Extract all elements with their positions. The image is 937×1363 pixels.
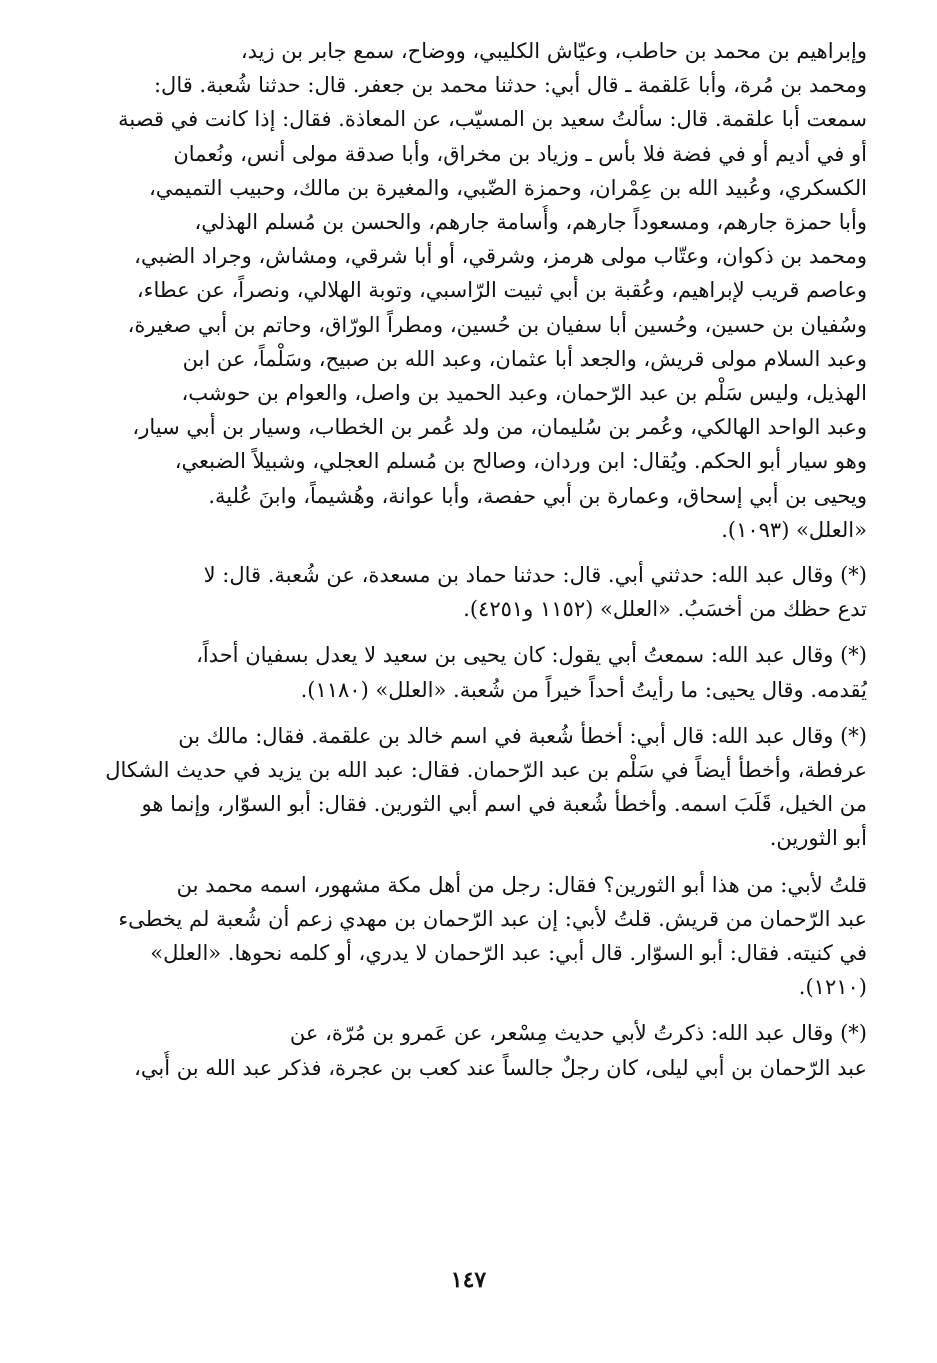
paragraph-hadith-1180	[78, 638, 867, 706]
paragraph-hadith-1152	[78, 558, 867, 626]
text-line: ومحمد بن مُرة، وأبا عَلقمة ـ قال أبي: حدثنا محمد بن جعفر. قال: حدثنا شُعبة. قال:	[153, 73, 867, 98]
text-line: (*) وقال عبد الله: قال أبي: أخطأ شُعبة في اسم خالد بن علقمة. فقال: مالك بن	[178, 723, 867, 748]
text-line: في كنيته. فقال: أبو السوّار. قال أبي: عبد الرّحمان لا يدري، أو كلمه نحوها. «العلل»	[150, 941, 867, 966]
paragraph-misar-hadith	[78, 1016, 867, 1084]
text-line: «العلل» (١٠٩٣).	[721, 517, 867, 542]
text-line: الكسكري، وعُبيد الله بن عِمْران، وحمزة الضّبي، والمغيرة بن مالك، وحبيب التميمي،	[148, 175, 867, 200]
text-line: وسُفيان بن حسين، وحُسين أبا سفيان بن حُسين، ومطراً الورّاق، وحاتم بن أبي صغيرة،	[127, 312, 867, 337]
text-line: سمعت أبا علقمة. قال: سألتُ سعيد بن المسيّب، عن المعاذة. فقال: إذا كانت في قصبة	[118, 107, 867, 132]
text-line: وعاصم قريب لإبراهيم، وعُقبة بن أبي ثبيت الرّاسبي، وتوبة الهلالي، ونصراً، عن عطاء،	[136, 278, 867, 303]
text-line: ويحيى بن أبي إسحاق، وعمارة بن أبي حفصة، وأبا عوانة، وهُشيماً، وابنَ عُلية.	[208, 483, 867, 508]
text-line: (١٢١٠).	[798, 975, 867, 1000]
page-number: ١٤٧	[450, 1267, 487, 1293]
text-line: وإبراهيم بن محمد بن حاطب، وعيّاش الكليبي، ووضاح، سمع جابر بن زيد،	[240, 39, 867, 63]
text-line: (*) وقال عبد الله: سمعتُ أبي يقول: كان يحيى بن سعيد لا يعدل بسفيان أحداً،	[196, 643, 867, 668]
text-line: عرفطة، وأخطأ أيضاً في سَلْم بن عبد الرّحمان. فقال: عبد الله بن يزيد في حديث الشكال	[105, 758, 867, 783]
text-line: يُقدمه. وقال يحيى: ما رأيتُ أحداً خيراً من شُعبة. «العلل» (١١٨٠).	[300, 677, 867, 702]
text-line: قلتُ لأبي: من هذا أبو الثورين؟ فقال: رجل من أهل مكة مشهور، اسمه محمد بن	[176, 872, 867, 897]
paragraph-narrators	[78, 34, 867, 547]
text-line: تدع حظك من أخسَبُ. «العلل» (١١٥٢ و٤٢٥١).	[463, 597, 867, 622]
text-line: وأبا حمزة جارهم، ومسعوداً جارهم، وأُسامة جارهم، والحسن بن مُسلم الهذلي،	[194, 210, 867, 235]
text-line: (*) وقال عبد الله: ذكرتُ لأبي حديث مِسْعر، عن عَمرو بن مُرّة، عن	[289, 1021, 867, 1046]
paragraph-abu-thawrain	[78, 868, 867, 1005]
text-line: أبو الثورين.	[769, 826, 867, 851]
text-line: وعبد السلام مولى قريش، والجعد أبا عثمان، وعبد الله بن صبيح، وسَلْماً، عن ابن	[182, 346, 867, 371]
text-line: الهذيل، وليس سَلْم بن عبد الرّحمان، وعبد الحميد بن واصل، والعوام بن حوشب،	[181, 381, 867, 406]
text-line: (*) وقال عبد الله: حدثني أبي. قال: حدثنا حماد بن مسعدة، عن شُعبة. قال: لا	[203, 563, 867, 588]
text-line: ومحمد بن ذكوان، وعتّاب مولى هرمز، وشرقي، أو أبا شرقي، ومشاش، وجراد الضبي،	[134, 244, 867, 269]
text-line: أو في أديم أو في فضة فلا بأس ـ وزياد بن مخراق، وأبا صدقة مولى أنس، ونُعمان	[173, 141, 867, 166]
text-line: وعبد الواحد الهالكي، وعُمر بن سُليمان، من ولد عُمر بن الخطاب، وسيار بن أبي سيار،	[132, 415, 867, 440]
text-line: عبد الرّحمان بن أبي ليلى، كان رجلٌ جالساً عند كعب بن عجرة، فذكر عبد الله بن أُبي،	[134, 1055, 867, 1080]
text-line: من الخيل، قَلَبَ اسمه. وأخطأ شُعبة في اسم أبي الثورين. فقال: أبو السوّار، وإنما هو	[141, 792, 867, 817]
paragraph-shuba-errors	[78, 719, 867, 856]
text-line: وهو سيار أبو الحكم. ويُقال: ابن وردان، وصالح بن مُسلم العجلي، وشبيلاً الضبعي،	[174, 449, 867, 474]
text-line: عبد الرّحمان من قريش. قلتُ لأبي: إن عبد الرّحمان بن مهدي زعم أن شُعبة لم يخطىء	[118, 906, 867, 931]
